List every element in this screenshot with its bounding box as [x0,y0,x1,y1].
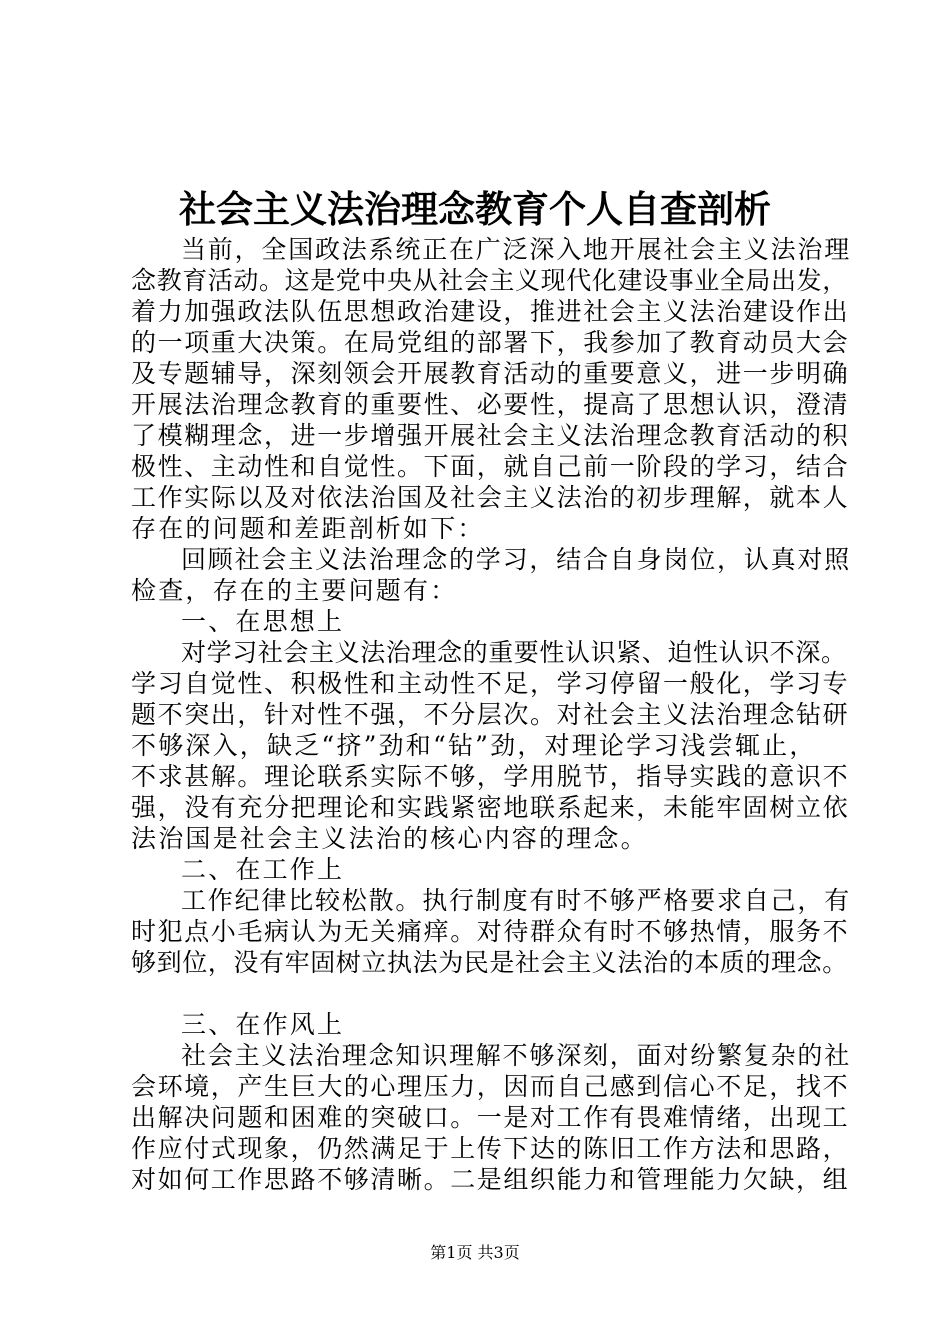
paragraph-line: 检查，存在的主要问题有： [131,576,458,605]
document-body [131,234,851,1195]
paragraph-line: 及专题辅导，深刻领会开展教育活动的重要意义，进一步明确 [131,359,850,388]
paragraph-line: 学习自觉性、积极性和主动性不足，学习停留一般化，学习专 [131,669,850,698]
paragraph-line: 工作实际以及对依法治国及社会主义法治的初步理解，就本人 [131,483,850,512]
paragraph-line: 当前，全国政法系统正在广泛深入地开展社会主义法治理 [181,235,852,264]
paragraph-line: 极性、主动性和自觉性。下面，就自己前一阶段的学习，结合 [131,452,850,481]
paragraph-line: 出解决问题和困难的突破口。一是对工作有畏难情绪，出现工 [131,1103,850,1132]
paragraph-line: 不求甚解。理论联系实际不够，学用脱节，指导实践的意识不 [131,762,850,791]
paragraph-line: 题不突出，针对性不强，不分层次。对社会主义法治理念钻研 [131,700,850,729]
paragraph-line: 不够深入，缺乏“挤”劲和“钻”劲，对理论学习浅尝辄止， [131,731,817,760]
paragraph-line: 念教育活动。这是党中央从社会主义现代化建设事业全局出发， [131,266,848,295]
paragraph-line: 对学习社会主义法治理念的重要性认识紧、迫性认识不深。 [181,638,847,667]
paragraph-line: 着力加强政法队伍思想政治建设，推进社会主义法治建设作出 [131,297,850,326]
paragraph-line: 回顾社会主义法治理念的学习，结合自身岗位，认真对照 [181,545,852,574]
paragraph-line: 存在的问题和差距剖析如下： [131,514,485,543]
paragraph-line: 对如何工作思路不够清晰。二是组织能力和管理能力欠缺，组 [131,1165,850,1194]
paragraph-line: 的一项重大决策。在局党组的部署下，我参加了教育动员大会 [131,328,850,357]
section-heading: 一、在思想上 [181,607,345,636]
paragraph-line: 社会主义法治理念知识理解不够深刻，面对纷繁复杂的社 [181,1041,852,1070]
paragraph-line: 作应付式现象，仍然满足于上传下达的陈旧工作方法和思路， [131,1134,850,1163]
paragraph-line: 开展法治理念教育的重要性、必要性，提高了思想认识，澄清 [131,390,850,419]
paragraph-line: 会环境，产生巨大的心理压力，因而自己感到信心不足，找不 [131,1072,850,1101]
paragraph-line: 时犯点小毛病认为无关痛痒。对待群众有时不够热情，服务不 [131,917,850,946]
page-number-footer: 第1页 共3页 [430,1243,520,1262]
section-heading: 二、在工作上 [181,855,345,884]
section-heading: 三、在作风上 [181,1010,345,1039]
paragraph-line: 够到位，没有牢固树立执法为民是社会主义法治的本质的理念。 [131,948,848,977]
paragraph-line: 工作纪律比较松散。执行制度有时不够严格要求自己，有 [181,886,852,915]
paragraph-line: 法治国是社会主义法治的核心内容的理念。 [131,824,648,853]
paragraph-line: 强，没有充分把理论和实践紧密地联系起来，未能牢固树立依 [131,793,850,822]
page-title: 社会主义法治理念教育个人自查剖析 [179,187,771,231]
paragraph-line: 了模糊理念，进一步增强开展社会主义法治理念教育活动的积 [131,421,850,450]
blank-line [131,978,851,1009]
